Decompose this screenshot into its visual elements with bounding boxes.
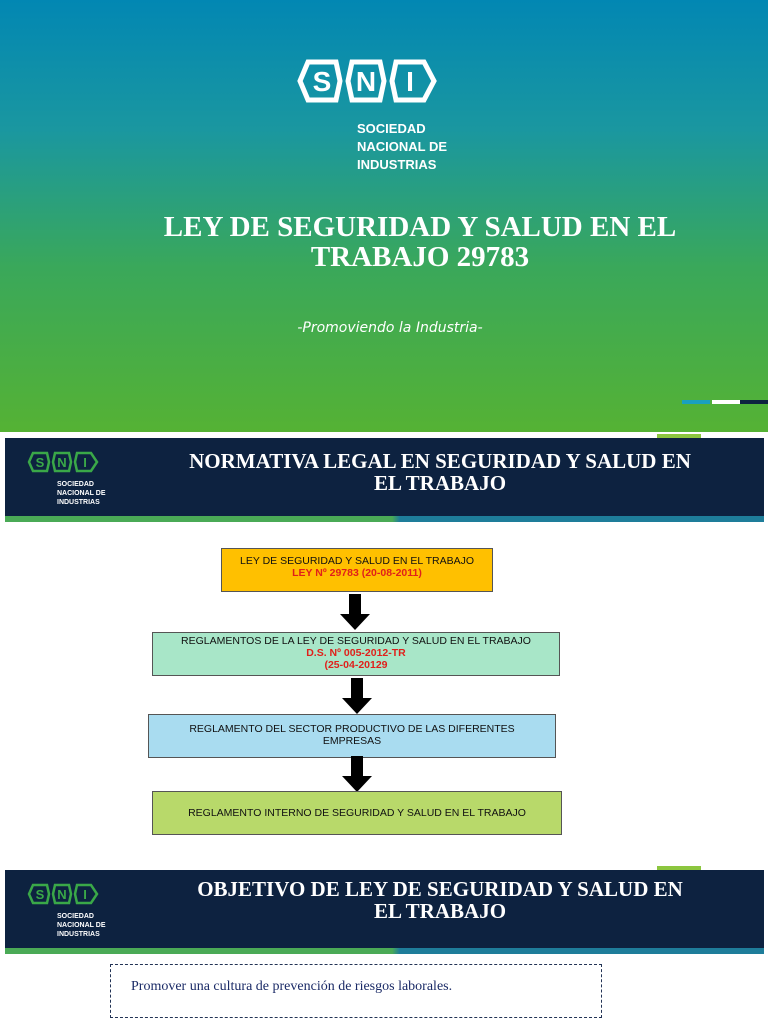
logo-letter-s: S xyxy=(35,887,45,902)
logo-letter-n: N xyxy=(57,887,67,902)
slide-title xyxy=(100,212,740,272)
flow-box-law xyxy=(221,548,493,592)
logo-letter-i: I xyxy=(83,455,87,470)
flow-box-sector-regulation xyxy=(148,714,556,758)
down-arrow-icon xyxy=(342,756,372,792)
flow-box-reference: D.S. Nº 005-2012-TR xyxy=(306,647,406,659)
title-line: EL TRABAJO xyxy=(373,899,507,923)
title-line: TRABAJO 29783 xyxy=(310,241,530,273)
objective-box xyxy=(110,964,602,1018)
title-line: OBJETIVO DE LEY DE SEGURIDAD Y SALUD EN xyxy=(197,877,683,901)
header-stripe xyxy=(5,948,764,954)
header-title xyxy=(135,878,745,922)
org-name-line: SOCIEDAD xyxy=(57,481,94,488)
org-name-line: INDUSTRIAS xyxy=(57,931,100,938)
decorative-bar xyxy=(712,400,740,404)
slide-header xyxy=(5,870,764,948)
flow-box-text: REGLAMENTO INTERNO DE SEGURIDAD Y SALUD EN EL TRABAJO xyxy=(188,807,526,819)
sni-logo xyxy=(292,56,442,106)
logo-letter-i: I xyxy=(406,66,414,97)
flow-box-internal-regulation xyxy=(152,791,562,835)
title-line: LEY DE SEGURIDAD Y SALUD EN EL xyxy=(163,211,677,243)
flow-box-reference: LEY Nº 29783 (20-08-2011) xyxy=(292,567,422,579)
logo-letter-s: S xyxy=(312,66,332,97)
org-name-line: NACIONAL DE xyxy=(57,490,106,497)
sni-logo xyxy=(25,450,103,474)
org-name-line: NACIONAL DE xyxy=(357,139,448,154)
org-name xyxy=(57,912,105,939)
logo-letter-i: I xyxy=(83,887,87,902)
org-name-line: SOCIEDAD xyxy=(57,913,94,920)
down-arrow-icon xyxy=(342,678,372,714)
decorative-bar xyxy=(682,400,710,404)
logo-letter-n: N xyxy=(57,455,67,470)
flow-box-text: EMPRESAS xyxy=(322,735,382,747)
org-name xyxy=(357,120,447,174)
flow-box-text: REGLAMENTOS DE LA LEY DE SEGURIDAD Y SALUD EN EL TRABAJO xyxy=(181,635,531,647)
slide-header xyxy=(5,438,764,516)
header-stripe xyxy=(5,516,764,522)
flow-box-date: (25-04-20129 xyxy=(324,659,388,671)
org-name-line: NACIONAL DE xyxy=(57,922,106,929)
objective-text: Promover una cultura de prevención de riesgos laborales. xyxy=(131,979,453,994)
title-line: EL TRABAJO xyxy=(373,471,507,495)
logo-letter-s: S xyxy=(35,455,45,470)
decorative-bar xyxy=(740,400,768,404)
title-slide xyxy=(0,0,768,432)
flow-box-regulations xyxy=(152,632,560,676)
flow-box-text: LEY DE SEGURIDAD Y SALUD EN EL TRABAJO xyxy=(240,555,474,567)
down-arrow-icon xyxy=(340,594,370,630)
org-name-line: INDUSTRIAS xyxy=(57,499,100,506)
org-name-line: INDUSTRIAS xyxy=(357,157,437,172)
sni-logo xyxy=(25,882,103,906)
header-title xyxy=(135,450,745,494)
logo-letter-n: N xyxy=(355,66,377,97)
org-name-line: SOCIEDAD xyxy=(357,121,426,136)
title-line: NORMATIVA LEGAL EN SEGURIDAD Y SALUD EN xyxy=(189,449,691,473)
flow-box-text: REGLAMENTO DEL SECTOR PRODUCTIVO DE LAS DIFERENTES xyxy=(189,723,515,735)
slide-subtitle: -Promoviendo la Industria- xyxy=(297,320,483,336)
org-name xyxy=(57,480,105,507)
